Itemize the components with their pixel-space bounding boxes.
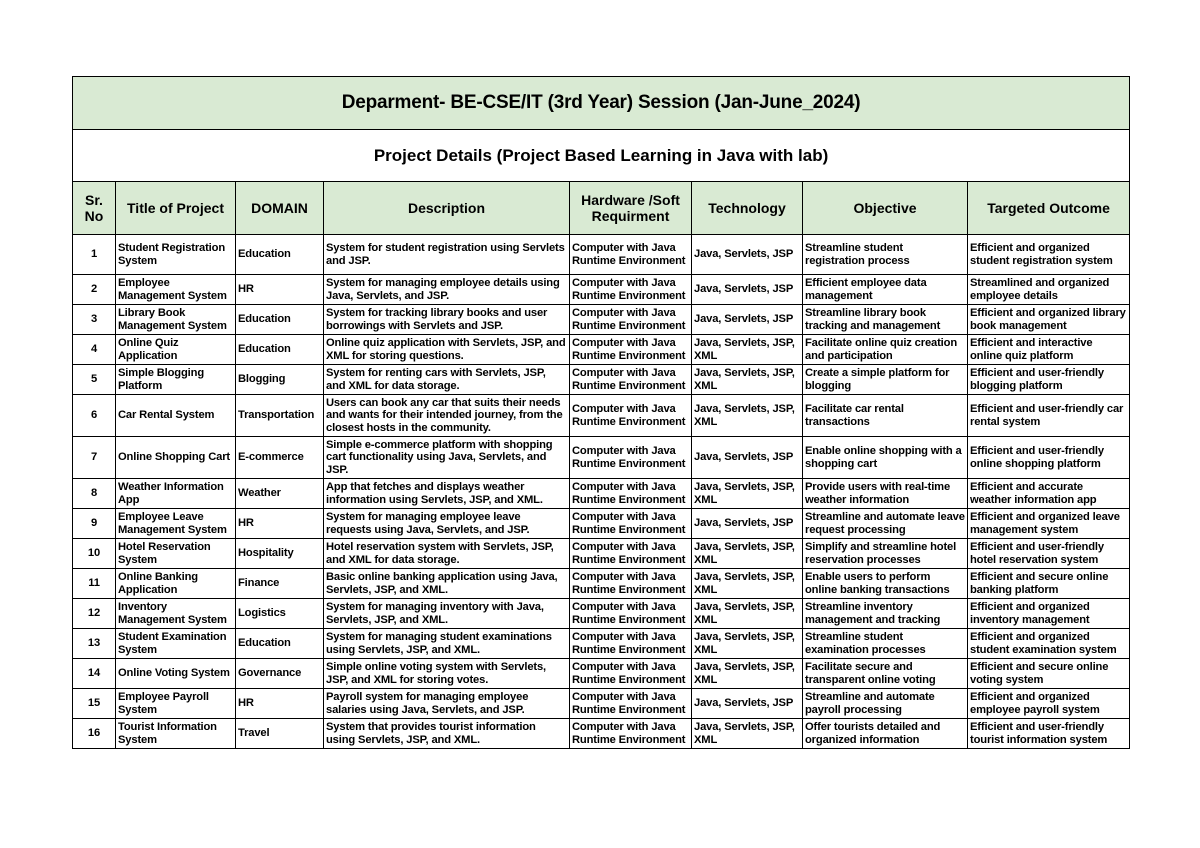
cell-sr-no: 11 [73, 569, 116, 599]
cell-sr-no: 9 [73, 509, 116, 539]
cell-technology: Java, Servlets, JSP [692, 689, 803, 719]
cell-title: Car Rental System [116, 395, 236, 437]
cell-description: System for renting cars with Servlets, JSP, and XML for data storage. [324, 365, 570, 395]
cell-hardware: Computer with Java Runtime Environment [570, 509, 692, 539]
cell-technology: Java, Servlets, JSP, XML [692, 395, 803, 437]
cell-title: Online Quiz Application [116, 335, 236, 365]
cell-sr-no: 5 [73, 365, 116, 395]
cell-sr-no: 4 [73, 335, 116, 365]
column-header-objective: Objective [803, 182, 968, 235]
cell-outcome: Efficient and organized library book management [968, 305, 1130, 335]
cell-description: Payroll system for managing employee salaries using Java, Servlets, and JSP. [324, 689, 570, 719]
cell-objective: Provide users with real-time weather information [803, 479, 968, 509]
cell-outcome: Efficient and user-friendly tourist information system [968, 719, 1130, 749]
cell-domain: Education [236, 629, 324, 659]
cell-objective: Facilitate car rental transactions [803, 395, 968, 437]
cell-description: Hotel reservation system with Servlets, JSP, and XML for data storage. [324, 539, 570, 569]
cell-title: Employee Management System [116, 275, 236, 305]
cell-hardware: Computer with Java Runtime Environment [570, 599, 692, 629]
cell-sr-no: 2 [73, 275, 116, 305]
cell-description: System for tracking library books and user borrowings with Servlets and JSP. [324, 305, 570, 335]
table-row [73, 509, 1130, 539]
table-row [73, 539, 1130, 569]
cell-hardware: Computer with Java Runtime Environment [570, 235, 692, 275]
subtitle-row [73, 130, 1130, 182]
table-row [73, 275, 1130, 305]
cell-hardware: Computer with Java Runtime Environment [570, 305, 692, 335]
cell-hardware: Computer with Java Runtime Environment [570, 629, 692, 659]
cell-hardware: Computer with Java Runtime Environment [570, 719, 692, 749]
cell-hardware: Computer with Java Runtime Environment [570, 335, 692, 365]
cell-technology: Java, Servlets, JSP [692, 235, 803, 275]
table-row [73, 235, 1130, 275]
cell-description: App that fetches and displays weather information using Servlets, JSP, and XML. [324, 479, 570, 509]
cell-objective: Streamline and automate leave request processing [803, 509, 968, 539]
cell-technology: Java, Servlets, JSP [692, 305, 803, 335]
cell-technology: Java, Servlets, JSP, XML [692, 539, 803, 569]
cell-title: Online Shopping Cart [116, 437, 236, 479]
cell-description: System for managing employee details using Java, Servlets, and JSP. [324, 275, 570, 305]
cell-outcome: Efficient and organized student registration system [968, 235, 1130, 275]
cell-objective: Streamline library book tracking and management [803, 305, 968, 335]
table-row [73, 437, 1130, 479]
column-header-title: Title of Project [116, 182, 236, 235]
cell-outcome: Efficient and organized employee payroll system [968, 689, 1130, 719]
cell-title: Inventory Management System [116, 599, 236, 629]
cell-hardware: Computer with Java Runtime Environment [570, 395, 692, 437]
cell-domain: Blogging [236, 365, 324, 395]
cell-technology: Java, Servlets, JSP [692, 509, 803, 539]
cell-domain: Travel [236, 719, 324, 749]
table-row [73, 659, 1130, 689]
cell-outcome: Streamlined and organized employee details [968, 275, 1130, 305]
cell-outcome: Efficient and interactive online quiz platform [968, 335, 1130, 365]
cell-sr-no: 3 [73, 305, 116, 335]
cell-domain: Transportation [236, 395, 324, 437]
table-row [73, 629, 1130, 659]
cell-outcome: Efficient and secure online banking platform [968, 569, 1130, 599]
cell-hardware: Computer with Java Runtime Environment [570, 539, 692, 569]
cell-technology: Java, Servlets, JSP, XML [692, 599, 803, 629]
cell-description: Online quiz application with Servlets, JSP, and XML for storing questions. [324, 335, 570, 365]
cell-hardware: Computer with Java Runtime Environment [570, 437, 692, 479]
cell-sr-no: 6 [73, 395, 116, 437]
cell-outcome: Efficient and user-friendly hotel reservation system [968, 539, 1130, 569]
cell-technology: Java, Servlets, JSP [692, 275, 803, 305]
cell-domain: Education [236, 335, 324, 365]
cell-objective: Streamline inventory management and tracking [803, 599, 968, 629]
cell-domain: Weather [236, 479, 324, 509]
cell-domain: Education [236, 305, 324, 335]
cell-outcome: Efficient and user-friendly blogging platform [968, 365, 1130, 395]
cell-outcome: Efficient and user-friendly car rental system [968, 395, 1130, 437]
cell-outcome: Efficient and user-friendly online shopping platform [968, 437, 1130, 479]
table-row [73, 305, 1130, 335]
cell-description: Simple e-commerce platform with shopping cart functionality using Java, Servlets, and JSP. [324, 437, 570, 479]
cell-sr-no: 13 [73, 629, 116, 659]
cell-title: Tourist Information System [116, 719, 236, 749]
cell-outcome: Efficient and organized student examination system [968, 629, 1130, 659]
project-details-table [72, 76, 1130, 749]
project-details-subtitle: Project Details (Project Based Learning in Java with lab) [73, 130, 1130, 182]
cell-outcome: Efficient and accurate weather information app [968, 479, 1130, 509]
cell-hardware: Computer with Java Runtime Environment [570, 365, 692, 395]
cell-title: Hotel Reservation System [116, 539, 236, 569]
cell-objective: Facilitate online quiz creation and participation [803, 335, 968, 365]
cell-sr-no: 15 [73, 689, 116, 719]
cell-hardware: Computer with Java Runtime Environment [570, 275, 692, 305]
cell-description: Simple online voting system with Servlets, JSP, and XML for storing votes. [324, 659, 570, 689]
title-row [73, 77, 1130, 130]
cell-technology: Java, Servlets, JSP, XML [692, 659, 803, 689]
column-header-hardware: Hardware /Soft Requirment [570, 182, 692, 235]
column-header-row [73, 182, 1130, 235]
cell-objective: Streamline student examination processes [803, 629, 968, 659]
table-row [73, 395, 1130, 437]
cell-hardware: Computer with Java Runtime Environment [570, 659, 692, 689]
cell-outcome: Efficient and organized leave management system [968, 509, 1130, 539]
cell-description: System that provides tourist information using Servlets, JSP, and XML. [324, 719, 570, 749]
column-header-outcome: Targeted Outcome [968, 182, 1130, 235]
cell-description: System for managing student examinations using Servlets, JSP, and XML. [324, 629, 570, 659]
cell-objective: Enable online shopping with a shopping cart [803, 437, 968, 479]
cell-domain: E-commerce [236, 437, 324, 479]
cell-sr-no: 16 [73, 719, 116, 749]
cell-title: Student Examination System [116, 629, 236, 659]
cell-objective: Facilitate secure and transparent online voting [803, 659, 968, 689]
cell-title: Employee Leave Management System [116, 509, 236, 539]
cell-sr-no: 8 [73, 479, 116, 509]
cell-objective: Streamline student registration process [803, 235, 968, 275]
cell-title: Online Banking Application [116, 569, 236, 599]
cell-description: Basic online banking application using Java, Servlets, JSP, and XML. [324, 569, 570, 599]
cell-technology: Java, Servlets, JSP [692, 437, 803, 479]
cell-technology: Java, Servlets, JSP, XML [692, 335, 803, 365]
cell-title: Employee Payroll System [116, 689, 236, 719]
table-row [73, 569, 1130, 599]
cell-description: System for managing inventory with Java, Servlets, JSP, and XML. [324, 599, 570, 629]
cell-technology: Java, Servlets, JSP, XML [692, 479, 803, 509]
cell-sr-no: 12 [73, 599, 116, 629]
cell-outcome: Efficient and organized inventory management [968, 599, 1130, 629]
cell-title: Student Registration System [116, 235, 236, 275]
column-header-description: Description [324, 182, 570, 235]
table-row [73, 335, 1130, 365]
column-header-technology: Technology [692, 182, 803, 235]
cell-sr-no: 10 [73, 539, 116, 569]
cell-title: Online Voting System [116, 659, 236, 689]
cell-technology: Java, Servlets, JSP, XML [692, 629, 803, 659]
cell-domain: Governance [236, 659, 324, 689]
table-row [73, 689, 1130, 719]
cell-domain: Logistics [236, 599, 324, 629]
cell-title: Weather Information App [116, 479, 236, 509]
cell-technology: Java, Servlets, JSP, XML [692, 719, 803, 749]
cell-outcome: Efficient and secure online voting system [968, 659, 1130, 689]
department-title: Deparment- BE-CSE/IT (3rd Year) Session (Jan-June_2024) [73, 77, 1130, 130]
cell-sr-no: 7 [73, 437, 116, 479]
cell-sr-no: 1 [73, 235, 116, 275]
table-row [73, 479, 1130, 509]
cell-objective: Streamline and automate payroll processing [803, 689, 968, 719]
cell-objective: Create a simple platform for blogging [803, 365, 968, 395]
column-header-domain: DOMAIN [236, 182, 324, 235]
cell-objective: Simplify and streamline hotel reservation processes [803, 539, 968, 569]
cell-domain: Finance [236, 569, 324, 599]
cell-objective: Offer tourists detailed and organized information [803, 719, 968, 749]
cell-title: Library Book Management System [116, 305, 236, 335]
cell-technology: Java, Servlets, JSP, XML [692, 569, 803, 599]
cell-objective: Enable users to perform online banking transactions [803, 569, 968, 599]
table-row [73, 599, 1130, 629]
table-row [73, 719, 1130, 749]
cell-technology: Java, Servlets, JSP, XML [692, 365, 803, 395]
cell-description: System for student registration using Servlets and JSP. [324, 235, 570, 275]
table-row [73, 365, 1130, 395]
cell-domain: Education [236, 235, 324, 275]
cell-title: Simple Blogging Platform [116, 365, 236, 395]
cell-hardware: Computer with Java Runtime Environment [570, 569, 692, 599]
cell-domain: HR [236, 509, 324, 539]
cell-domain: HR [236, 275, 324, 305]
cell-sr-no: 14 [73, 659, 116, 689]
column-header-sr-no: Sr. No [73, 182, 116, 235]
cell-description: Users can book any car that suits their needs and wants for their intended journey, from the closest hosts in the community. [324, 395, 570, 437]
cell-objective: Efficient employee data management [803, 275, 968, 305]
cell-hardware: Computer with Java Runtime Environment [570, 479, 692, 509]
cell-description: System for managing employee leave requests using Java, Servlets, and JSP. [324, 509, 570, 539]
cell-hardware: Computer with Java Runtime Environment [570, 689, 692, 719]
cell-domain: Hospitality [236, 539, 324, 569]
cell-domain: HR [236, 689, 324, 719]
